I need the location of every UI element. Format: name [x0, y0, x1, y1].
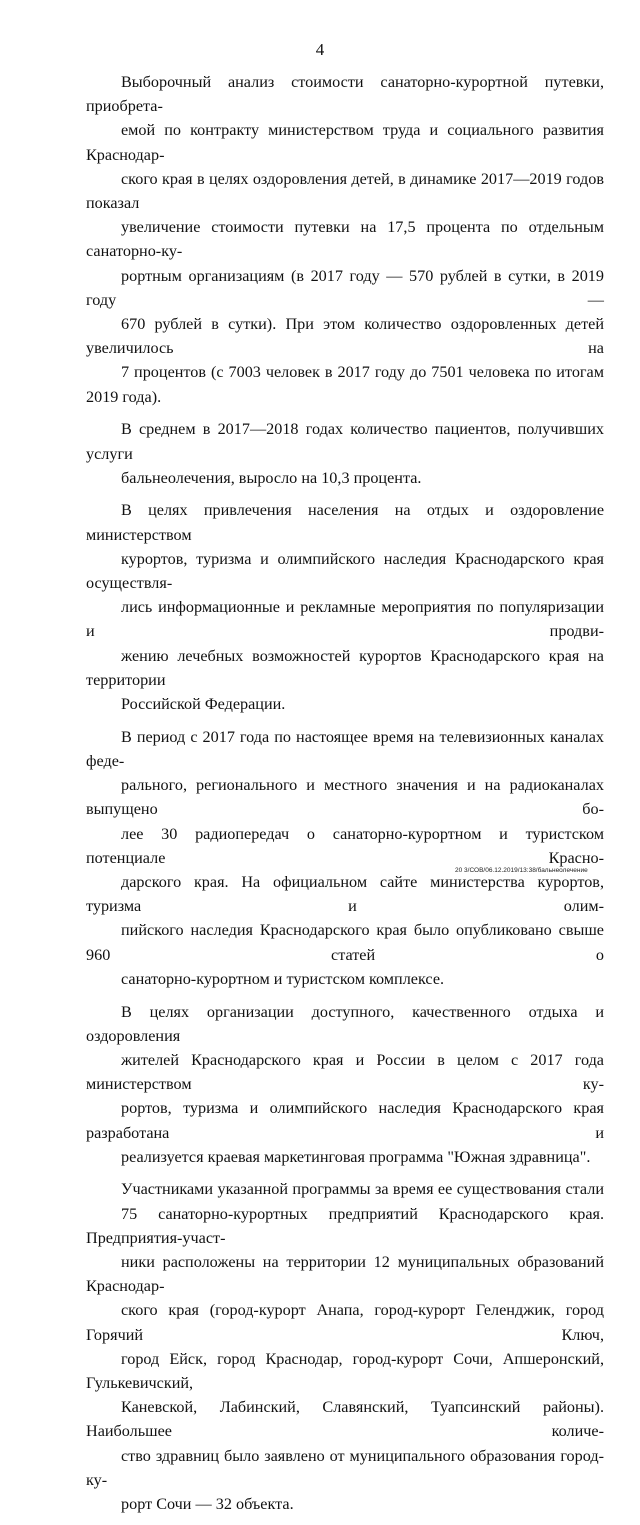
paragraph-line: Участниками указанной программы за время ее существования стали [121, 1180, 604, 1199]
paragraph-line: Выборочный анализ стоимости санаторно-курортной путевки, приобрета- [86, 73, 604, 116]
paragraph [86, 417, 604, 490]
paragraph-line: жению лечебных возможностей курортов Краснодарского края на территории [86, 646, 604, 689]
paragraph-line: 7 процентов (с 7003 человек в 2017 году до 7501 человека по итогам 2019 года). [86, 363, 604, 406]
paragraph-line: рортов, туризма и олимпийского наследия Краснодарского края разработана и [86, 1099, 604, 1142]
paragraph-line: В период с 2017 года по настоящее время на телевизионных каналах феде- [86, 727, 604, 770]
page-number: 4 [315, 40, 325, 59]
paragraph-line: Российской Федерации. [121, 695, 286, 714]
paragraph-line: реализуется краевая маркетинговая программа "Южная здравница". [121, 1147, 591, 1166]
paragraph-line: увеличение стоимости путевки на 17,5 процента по отдельным санаторно-ку- [86, 218, 604, 261]
paragraph-line: рортным организациям (в 2017 году — 570 рублей в сутки, в 2019 году — [86, 266, 604, 309]
paragraph-line: В целях организации доступного, качественного отдыха и оздоровления [86, 1002, 604, 1045]
paragraph [86, 70, 604, 409]
paragraph-line: санаторно-курортном и туристском комплексе. [121, 969, 445, 988]
paragraph-line: ники расположены на территории 12 муниципальных образований Краснодар- [86, 1253, 604, 1296]
paragraph-line: дарского края. На официальном сайте министерства курортов, туризма и олим- [86, 873, 604, 916]
paragraph-line: рального, регионального и местного значения и на радиоканалах выпущено бо- [86, 776, 604, 819]
paragraph-line: 670 рублей в сутки). При этом количество оздоровленных детей увеличилось на [86, 315, 604, 358]
paragraph-line: курортов, туризма и олимпийского наследия Краснодарского края осуществля- [86, 549, 604, 593]
paragraph [86, 1000, 604, 1169]
paragraph-line: пийского наследия Краснодарского края было опубликовано свыше 960 статей о [86, 921, 604, 964]
paragraph-line: лись информационные и рекламные мероприятия по популяризации и продви- [86, 598, 604, 641]
paragraph-line: лее 30 радиопередач о санаторно-курортном и туристском потенциале Красно- [86, 824, 604, 867]
paragraph [86, 498, 604, 716]
paragraph-line: рорт Сочи — 32 объекта. [121, 1495, 294, 1514]
paragraph-line: В среднем в 2017—2018 годах количество пациентов, получивших услуги [86, 420, 604, 463]
paragraph-line: ского края (город-курорт Анапа, город-курорт Геленджик, город Горячий Ключ, [86, 1301, 604, 1344]
paragraph-line: жителей Краснодарского края и России в целом с 2017 года министерством ку- [86, 1050, 604, 1094]
paragraph-line: бальнеолечения, выросло на 10,3 процента. [121, 468, 422, 487]
paragraph [86, 725, 604, 991]
paragraph-line: емой по контракту министерством труда и социального развития Краснодар- [86, 121, 604, 164]
document-body [86, 70, 604, 1525]
paragraph-line: ство здравниц было заявлено от муниципального образования город-ку- [86, 1446, 604, 1489]
paragraph-line: город Ейск, город Краснодар, город-курорт Сочи, Апшеронский, Гулькевичский, [86, 1349, 604, 1393]
footer-code: 20 3/СОВ/06.12.2019/13:38/бальнеолечение [455, 867, 588, 874]
paragraph-line: В целях привлечения населения на отдых и оздоровление министерством [86, 501, 604, 544]
paragraph-line: 75 санаторно-курортных предприятий Краснодарского края. Предприятия-участ- [86, 1204, 604, 1247]
paragraph [86, 1177, 604, 1516]
paragraph-line: Каневской, Лабинский, Славянский, Туапсинский районы). Наибольшее количе- [86, 1398, 604, 1441]
paragraph-line: ского края в целях оздоровления детей, в динамике 2017—2019 годов показал [86, 169, 604, 213]
